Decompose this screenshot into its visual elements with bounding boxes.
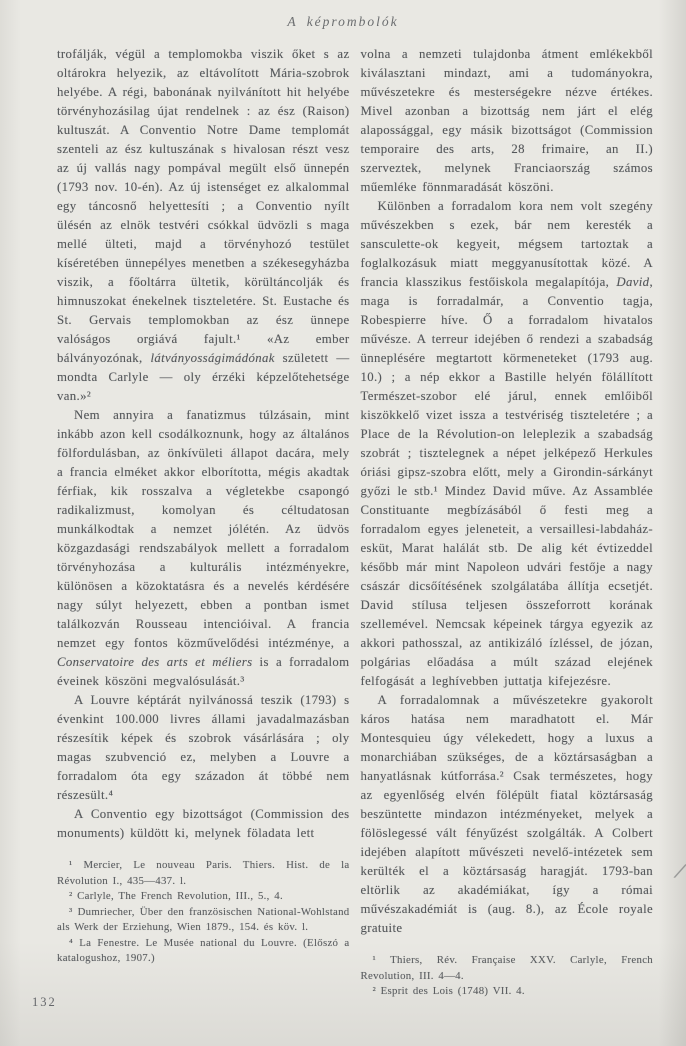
text-columns bbox=[57, 45, 653, 1000]
column-text bbox=[361, 45, 654, 938]
paragraph bbox=[361, 197, 654, 691]
footnote: ¹ Mercier, Le nouveau Paris. Thiers. Hist. de la Révolution I., 435—437. l. bbox=[57, 859, 350, 887]
column-right bbox=[361, 45, 654, 1000]
body-text: , maga is forradalmár, a Conventio tagja, Robespierre híve. Ő a forradalom hivatalos művésze. A terreur idejében ő rendezi a szabadság ünneplésére megtartott körmeneteket (1793 aug. 10.) ; a nép ekkor a Bastille helyén fölállított Természet-szobor elé járul, ennek emlőiből kiszökkelő vizet issza a testvériség tiszteletére ; a Place de la Révolution-on leleplezik a szabadság szobrát ; tisztelegnek a népet jelképező Herkules óriási gipsz-szobra előtt, mely a Girondin-sárkányt győzi le stb.¹ Mindez David műve. Az Assamblée Constituante megbízásából ő festi meg a forradalom egyes jeleneteit, a versaillesi-labdaház-esküt, Marat halálát stb. De alig két évtizeddel később már mint Napoleon udvári festője a nagy császár dicsőítésének szolgálatába állítja ecsetjét. David stílusa teljesen összeforrott korának szellemével. Nemcsak képeinek tárgya egyezik az akkori pathosszal, az antikizáló ízléssel, de józan, polgárias előadása a múlt század elejének felfogását a leghívebben juttatja kifejezésre. bbox=[360, 275, 653, 688]
body-text: A Conventio egy bizottságot (Commission des monuments) küldött ki, melynek föladata lett bbox=[57, 807, 350, 840]
italic-text: látványosságimádónak bbox=[150, 351, 275, 365]
body-text: született — mondta Carlyle — oly érzéki képzelőtehetsége van.»² bbox=[57, 351, 350, 403]
footnote: ⁴ La Fenestre. Le Musée national du Louvre. (Előszó a katalogushoz, 1907.) bbox=[57, 936, 350, 964]
paragraph bbox=[57, 45, 350, 406]
paragraph bbox=[57, 805, 350, 843]
body-text: Különben a forradalom kora nem volt szegény művészekben s ezek, bár nem keresték a sansculette-ok kegyeit, mégsem tartoztak a foglalkozásuk miatt meggyanusítottak közé. A francia klasszikus festőiskola megalapítója, bbox=[360, 199, 653, 289]
pencil-margin-mark: ∕∕ bbox=[676, 858, 681, 884]
footnote: ¹ Thiers, Rév. Française XXV. Carlyle, French Revolution, III. 4—4. bbox=[360, 954, 653, 982]
paragraph bbox=[361, 45, 654, 197]
italic-text: David bbox=[616, 275, 650, 289]
paragraph bbox=[57, 691, 350, 805]
footnote: ³ Dumriecher, Über den französischen National-Wohlstand als Werk der Erziehung, Wien 1879., 154. és köv. l. bbox=[57, 905, 350, 933]
footnote: ² Esprit des Lois (1748) VII. 4. bbox=[372, 985, 525, 997]
running-head: A képrombolók bbox=[287, 14, 399, 29]
page-number: 132 bbox=[32, 995, 57, 1009]
body-text: trofálják, végül a templomokba viszik őket s az oltárokra helyezik, az eltávolított Mária-szobrok helyébe. A régi, babonának nyilvánított hit helyébe törvényhozásilag újat rendelnek : az ész (Raison) kultuszát. A Conventio Notre Dame templomát szenteli az ész kultuszának s hivalosan részt vesz az új vallás nagy pompával megült első ünnepén (1793 nov. 10-én). Az új istenséget ez alkalommal egy táncosnő helyettesíti ; a Conventio nyílt ülésén az elnök testvéri csókkal üdvözli s maga mellé ülteti, majd a törvényhozó testület kíséretében ünnepélyes menetben a székesegyházba viszik, a főoltárra ültetik, körültáncolják és himnuszokat énekelnek tiszteletére. St. Eustache és St. Gervais templomokban az ész ünnepe valóságos orgiává fajult.¹ «Az ember bálványozónak, bbox=[57, 47, 350, 365]
body-text: volna a nemzeti tulajdonba átment emlékekből kiválasztani mindazt, ami a tudományokra, művészetekre és mesterségekre nézve értékes. Mivel azonban a bizottság nem járt el elég alapossággal, egy másik bizottságot (Commission temporaire des arts, 28 frimaire, an II.) szerveztek, melynek Franciaország számos műemléke fönnmaradását köszöni. bbox=[360, 47, 653, 194]
paragraph bbox=[57, 406, 350, 691]
footnotes bbox=[57, 858, 350, 967]
column-text bbox=[57, 45, 350, 843]
body-text: Nem annyira a fanatizmus túlzásain, mint inkább azon kell csodálkoznunk, hogy az általános fölfordulásban, az önkívületi állapot dacára, mely a francia elméket akkor elborította, mégis akadtak férfiak, kik rosszalva a végletekbe csapongó radikalizmust, komolyan és céltudatosan munkálkodtak a nemzet jólétén. Az üdvös közgazdasági rendszabályok mellett a forradalom törvényhozása a kulturális intézményekre, különösen a közoktatásra és a nevelés kérdésére nagy súlyt helyezett, ebben a pontban ismet találkozván Rousseau intencióival. A francia nemzet egy fontos közművelődési intézménye, a bbox=[57, 408, 350, 650]
body-text: is a forradalom éveinek köszöni megvalósulását.³ bbox=[57, 655, 350, 688]
column-left bbox=[57, 45, 350, 1000]
paragraph bbox=[361, 691, 654, 938]
footnotes bbox=[361, 953, 654, 1000]
body-text: A forradalomnak a művészetekre gyakorolt káros hatása nem maradhatott el. Már Montesquieu úgy vélekedett, hogy a luxus a monarchiában szükséges, de a köztársaságban a hanyatlásnak kútforrása.² Csak természetes, hogy az egyenlőség elvén fölépült fiatal köztársaság beszüntette mindazon intézményeket, melyek a fölöslegessé vált fényűzést szolgálták. A Colbert idejében alapított művészeti nevelő-intézetek sem kerülték el a köztársaság haragját. 1793-ban eltörlik az akadémiákat, így a római művészakadémiát is (aug. 8.), az École royale gratuite bbox=[360, 693, 653, 935]
italic-text: Conservatoire des arts et méliers bbox=[57, 655, 253, 669]
body-text: A Louvre képtárát nyilvánossá teszik (1793) s évenkint 100.000 livres állami javadalmazásban részesítik képek és szobrok vásárlására ; oly magas szubvenció ez, melyben a Louvre a forradalom óta egy századon át többé nem részesült.⁴ bbox=[57, 693, 350, 802]
footnote: ² Carlyle, The French Revolution, III., 5., 4. bbox=[69, 890, 283, 902]
